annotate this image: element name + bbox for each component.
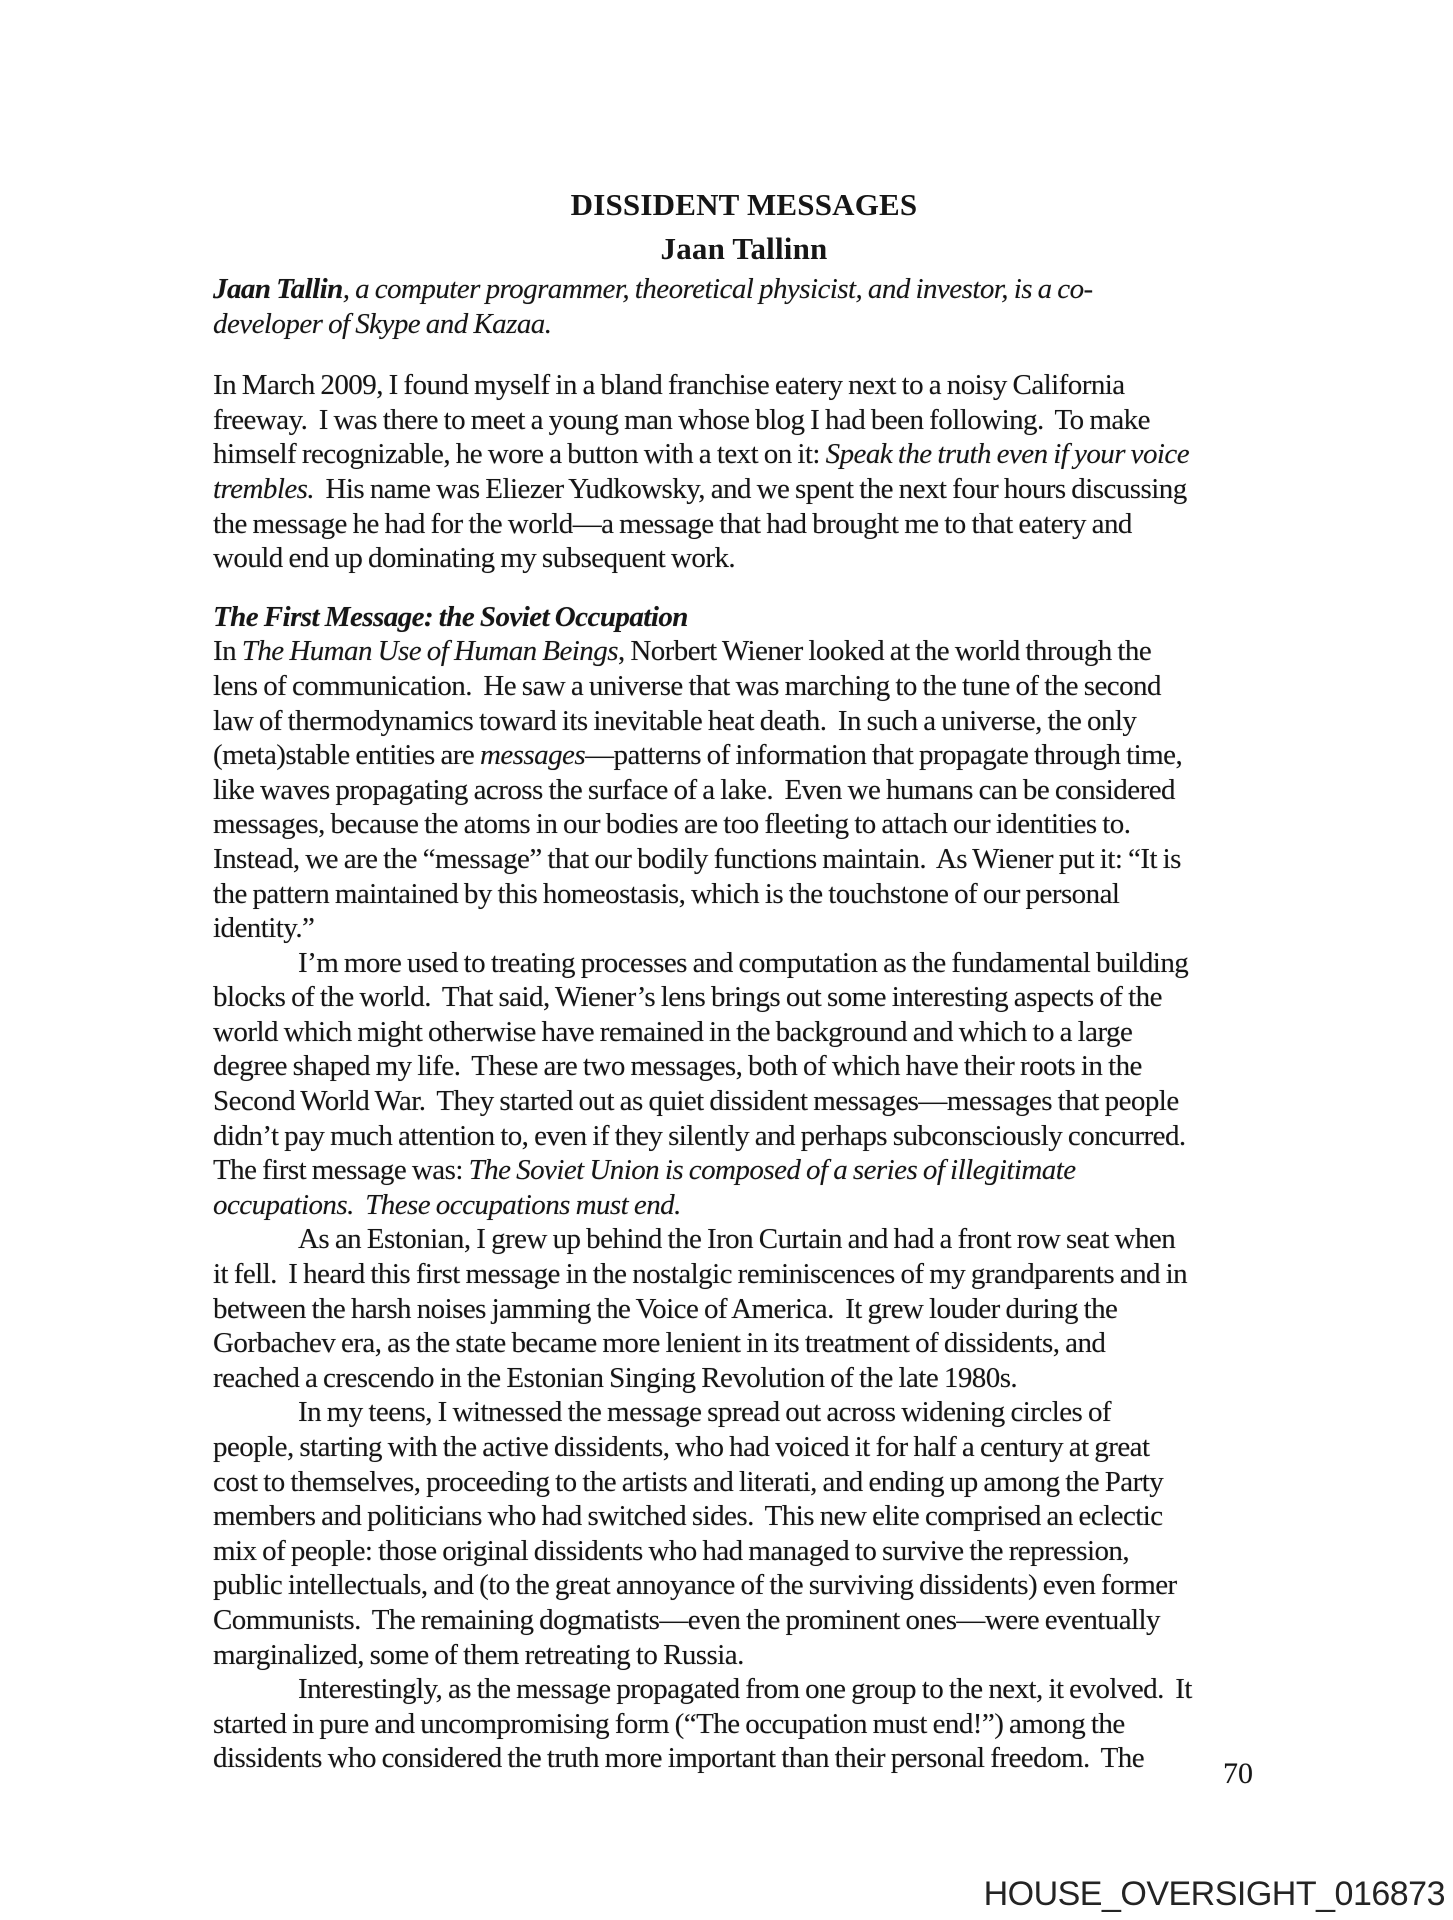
- text-line: reached a crescendo in the Estonian Singing Revolution of the late 1980s.: [213, 1361, 1018, 1394]
- two-messages-paragraph: [213, 946, 1288, 1223]
- text-line: didn’t pay much attention to, even if they silently and perhaps subconsciously concurred.: [213, 1119, 1186, 1152]
- text-line: like waves propagating across the surface of a lake. Even we humans can be considered: [213, 773, 1175, 806]
- section-heading-first-message: [213, 600, 1288, 635]
- text-line: freeway. I was there to meet a young man whose blog I had been following. To make: [213, 403, 1150, 436]
- text-line: Instead, we are the “message” that our bodily functions maintain. As Wiener put it: “It is: [213, 842, 1181, 875]
- text-line: the pattern maintained by this homeostasis, which is the touchstone of our personal: [213, 877, 1120, 910]
- bates-stamp: HOUSE_OVERSIGHT_016873: [983, 1875, 1445, 1913]
- text-line: identity.”: [213, 912, 315, 945]
- text-line: developer of Skype and Kazaa.: [213, 307, 552, 340]
- text-line: himself recognizable, he wore a button with a text on it: Speak the truth even if your voice: [213, 438, 1190, 471]
- text-line: it fell. I heard this first message in the nostalgic reminiscences of my grandparents and in: [213, 1258, 1188, 1291]
- text-line: Jaan Tallin, a computer programmer, theoretical physicist, and investor, is a co-: [213, 273, 1093, 305]
- text-line: Interestingly, as the message propagated from one group to the next, it evolved. It: [298, 1673, 1192, 1706]
- text-line: public intellectuals, and (to the great annoyance of the surviving dissidents) even former: [213, 1569, 1177, 1602]
- text-line: lens of communication. He saw a universe that was marching to the tune of the second: [213, 669, 1161, 702]
- evolution-paragraph: [213, 1672, 1288, 1776]
- text-line: messages, because the atoms in our bodies are too fleeting to attach our identities to.: [213, 808, 1131, 841]
- text-line: cost to themselves, proceeding to the artists and literati, and ending up among the Party: [213, 1465, 1164, 1498]
- text-line: the message he had for the world—a message that had brought me to that eatery and: [213, 507, 1132, 540]
- text-line: The First Message: the Soviet Occupation: [213, 600, 688, 633]
- text-line: I’m more used to treating processes and computation as the fundamental building: [298, 946, 1189, 979]
- text-line: In March 2009, I found myself in a bland franchise eatery next to a noisy California: [213, 369, 1125, 402]
- text-line: law of thermodynamics toward its inevitable heat death. In such a universe, the only: [213, 704, 1137, 737]
- text-line: blocks of the world. That said, Wiener’s lens brings out some interesting aspects of the: [213, 981, 1162, 1014]
- document-title: DISSIDENT MESSAGES: [570, 187, 918, 222]
- text-line: Communists. The remaining dogmatists—even the prominent ones—were eventually: [213, 1603, 1161, 1636]
- text-line: people, starting with the active dissidents, who had voiced it for half a century at great: [213, 1431, 1150, 1463]
- document-author: Jaan Tallinn: [660, 231, 828, 266]
- author-bio-paragraph: [213, 272, 1288, 341]
- title-block: [213, 183, 1275, 271]
- opening-paragraph: [213, 368, 1288, 576]
- text-line: members and politicians who had switched sides. This new elite comprised an eclectic: [213, 1500, 1163, 1533]
- text-line: Second World War. They started out as quiet dissident messages—messages that people: [213, 1085, 1179, 1118]
- text-line: trembles. His name was Eliezer Yudkowsky, and we spent the next four hours discussing: [213, 472, 1187, 505]
- text-line: (meta)stable entities are messages—patterns of information that propagate through time,: [213, 739, 1183, 772]
- text-line: would end up dominating my subsequent work.: [213, 542, 736, 575]
- text-line: started in pure and uncompromising form (“The occupation must end!”) among the: [213, 1707, 1125, 1740]
- estonian-paragraph: [213, 1222, 1288, 1395]
- text-line: between the harsh noises jamming the Voice of America. It grew louder during the: [213, 1292, 1118, 1325]
- teens-paragraph: [213, 1395, 1288, 1672]
- text-line: degree shaped my life. These are two messages, both of which have their roots in the: [213, 1050, 1142, 1083]
- text-line: In The Human Use of Human Beings, Norbert Wiener looked at the world through the: [213, 635, 1152, 668]
- page-number: 70: [1223, 1757, 1253, 1790]
- text-line: occupations. These occupations must end.: [213, 1188, 681, 1221]
- text-line: world which might otherwise have remained in the background and which to a large: [213, 1015, 1133, 1048]
- text-line: marginalized, some of them retreating to Russia.: [213, 1638, 744, 1671]
- wiener-paragraph: [213, 634, 1288, 945]
- text-line: In my teens, I witnessed the message spread out across widening circles of: [298, 1396, 1112, 1429]
- text-line: Gorbachev era, as the state became more lenient in its treatment of dissidents, and: [213, 1327, 1106, 1360]
- text-line: As an Estonian, I grew up behind the Iron Curtain and had a front row seat when: [298, 1223, 1176, 1256]
- text-line: dissidents who considered the truth more important than their personal freedom. The: [213, 1742, 1145, 1775]
- text-line: mix of people: those original dissidents who had managed to survive the repression,: [213, 1534, 1130, 1567]
- document-paragraphs: [213, 272, 1288, 1776]
- text-line: The first message was: The Soviet Union is composed of a series of illegitimate: [213, 1154, 1076, 1187]
